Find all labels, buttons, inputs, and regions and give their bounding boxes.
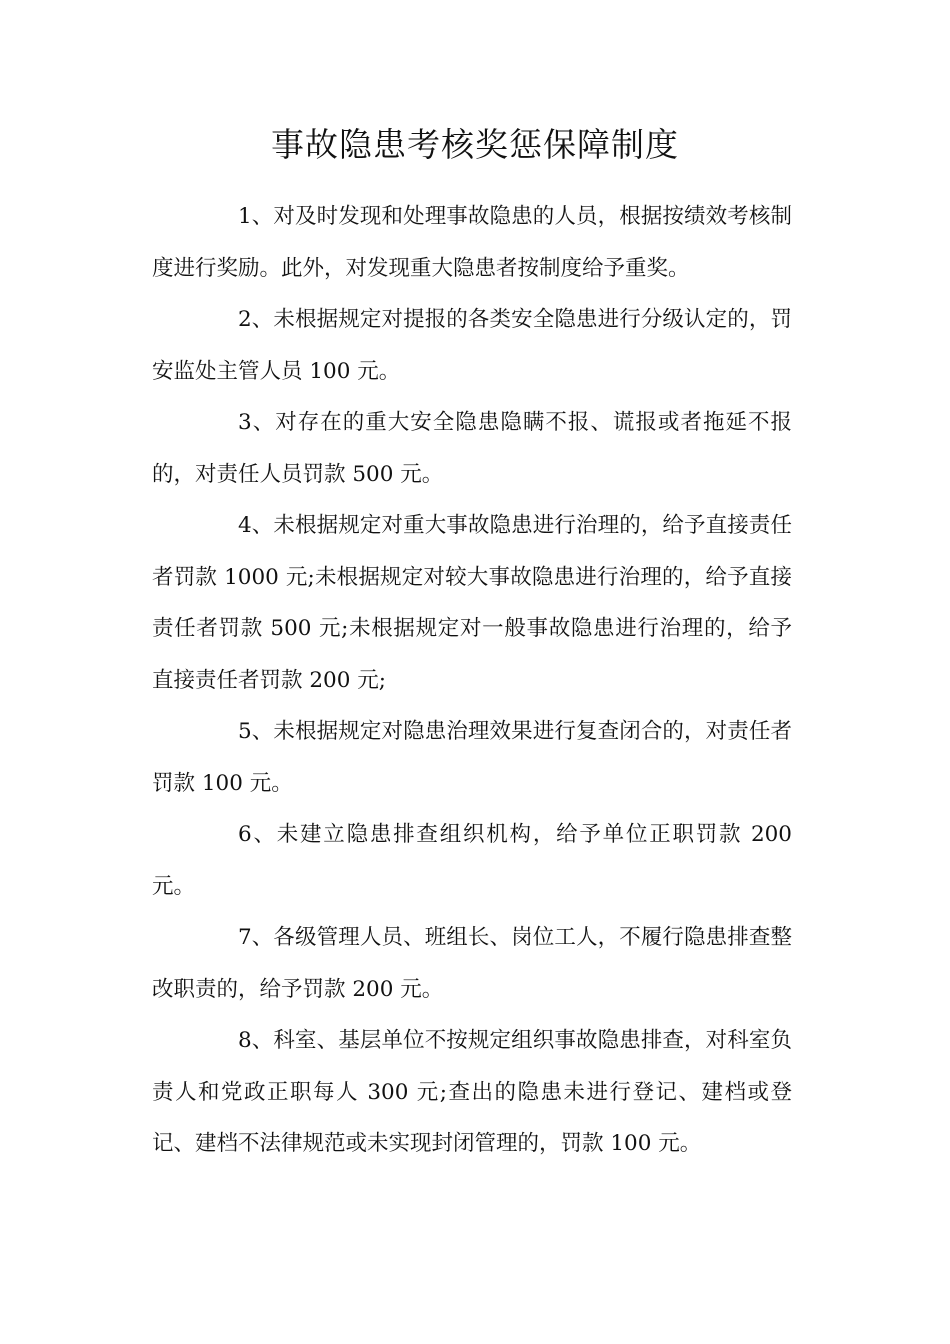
paragraph-5: 5、未根据规定对隐患治理效果进行复查闭合的，对责任者罚款 100 元。 <box>152 719 792 796</box>
paragraph-2: 2、未根据规定对提报的各类安全隐患进行分级认定的，罚安监处主管人员 100 元。 <box>152 307 792 384</box>
document-body <box>152 191 792 1170</box>
paragraph-4: 4、未根据规定对重大事故隐患进行治理的，给予直接责任者罚款 1000 元;未根据规定对较大事故隐患进行治理的，给予直接责任者罚款 500 元;未根据规定对一般事故隐患进行治理的，给予直接责任者罚款 200 元; <box>152 513 792 693</box>
paragraph-6: 6、未建立隐患排查组织机构，给予单位正职罚款 200 元。 <box>152 822 792 899</box>
paragraph-7: 7、各级管理人员、班组长、岗位工人，不履行隐患排查整改职责的，给予罚款 200 元。 <box>152 925 792 1002</box>
paragraph-1: 1、对及时发现和处理事故隐患的人员，根据按绩效考核制度进行奖励。此外，对发现重大隐患者按制度给予重奖。 <box>152 204 792 281</box>
paragraph-3: 3、对存在的重大安全隐患隐瞒不报、谎报或者拖延不报的，对责任人员罚款 500 元。 <box>152 410 792 487</box>
document-title: 事故隐患考核奖惩保障制度 <box>271 125 679 164</box>
paragraph-8: 8、科室、基层单位不按规定组织事故隐患排查，对科室负责人和党政正职每人 300 元;查出的隐患未进行登记、建档或登记、建档不法律规范或未实现封闭管理的，罚款 100 元。 <box>152 1028 792 1156</box>
